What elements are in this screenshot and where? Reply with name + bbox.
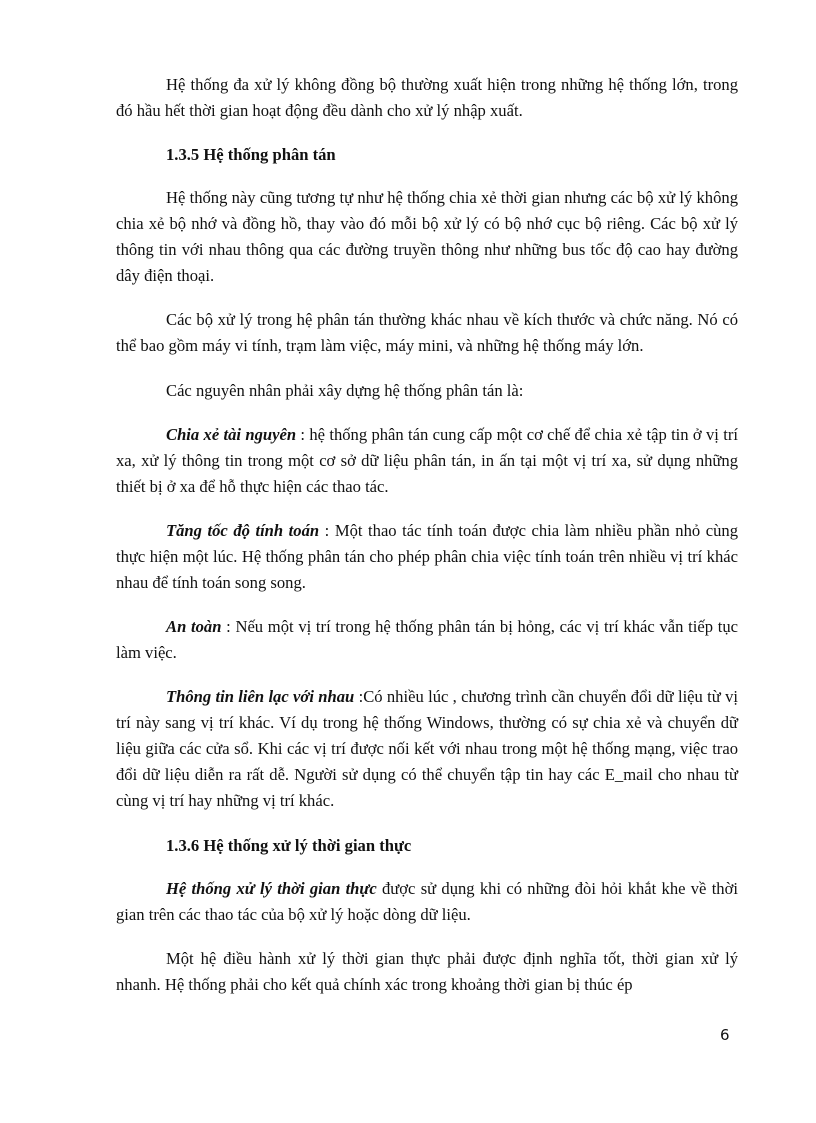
section-heading-1-3-5 <box>116 142 738 168</box>
paragraph-distributed-intro: Hệ thống này cũng tương tự như hệ thống chia xẻ thời gian nhưng các bộ xử lý không chia xẻ bộ nhớ và đồng hồ, thay vào đó mỗi bộ xử lý có bộ nhớ cục bộ riêng. Các bộ xử lý thông tin với nhau thông qua các đường truyền thông như những bus tốc độ cao hay đường dây điện thoại. <box>116 188 738 286</box>
paragraph-processor-diversity: Các bộ xử lý trong hệ phân tán thường khác nhau về kích thước và chức năng. Nó có thể bao gồm máy vi tính, trạm làm việc, máy mini, và những hệ thống máy lớn. <box>116 310 738 356</box>
term-description: :Có nhiều lúc , chương trình cần chuyển đổi dữ liệu từ vị trí này sang vị trí khác. Ví dụ trong hệ thống Windows, thường có sự chia xẻ và chuyển dữ liệu giữa các cửa sổ. Khi các vị trí được nối kết với nhau trong một hệ thống mạng, việc trao đổi dữ liệu diễn ra rất dễ. Người sử dụng có thể chuyển tập tin hay các E_mail cho nhau từ cùng vị trí hay những vị trí khác. <box>116 687 739 811</box>
term-resource-sharing: Chia xẻ tài nguyên <box>166 424 297 444</box>
paragraph-computation-speedup <box>116 518 738 596</box>
paragraph-reliability <box>116 614 738 666</box>
paragraph-communication <box>116 684 738 814</box>
page-number: 6 <box>720 1026 730 1044</box>
term-communication: Thông tin liên lạc với nhau <box>166 687 355 707</box>
paragraph-reasons-intro: Các nguyên nhân phải xây dựng hệ thống phân tán là: <box>166 380 524 400</box>
paragraph-async-multiprocessing: Hệ thống đa xử lý không đồng bộ thường xuất hiện trong những hệ thống lớn, trong đó hầu hết thời gian hoạt động đều dành cho xử lý nhập xuất. <box>116 75 738 120</box>
heading-text: 1.3.6 Hệ thống xử lý thời gian thực <box>166 835 412 855</box>
term-realtime-system: Hệ thống xử lý thời gian thực <box>166 878 377 898</box>
heading-text: 1.3.5 Hệ thống phân tán <box>166 145 336 165</box>
paragraph-realtime-requirements: Một hệ điều hành xử lý thời gian thực phải được định nghĩa tốt, thời gian xử lý nhanh. Hệ thống phải cho kết quả chính xác trong khoảng thời gian bị thúc ép <box>116 948 738 994</box>
term-description: được sử dụng khi có những đòi hỏi khắt khe về thời gian trên các thao tác của bộ xử lý hoặc dòng dữ liệu. <box>116 878 738 924</box>
document-page <box>116 72 738 1016</box>
paragraph-realtime-definition <box>116 876 738 928</box>
section-heading-1-3-6 <box>116 833 738 859</box>
term-description: : hệ thống phân tán cung cấp một cơ chế để chia xẻ tập tin ở vị trí xa, xử lý thông tin trong một cơ sở dữ liệu phân tán, in ấn tại một vị trí xa, sử dụng những thiết bị ở xa để hỗ thực hiện các thao tác. <box>116 424 738 496</box>
term-computation-speedup: Tăng tốc độ tính toán <box>166 520 320 540</box>
term-reliability: An toàn <box>166 617 222 637</box>
term-description: : Nếu một vị trí trong hệ thống phân tán bị hỏng, các vị trí khác vẫn tiếp tục làm việc. <box>116 617 738 663</box>
term-description: : Một thao tác tính toán được chia làm nhiều phần nhỏ cùng thực hiện một lúc. Hệ thống phân tán cho phép phân chia việc tính toán trên nhiều vị trí khác nhau để tính toán song song. <box>116 520 738 592</box>
paragraph-resource-sharing <box>116 422 738 500</box>
